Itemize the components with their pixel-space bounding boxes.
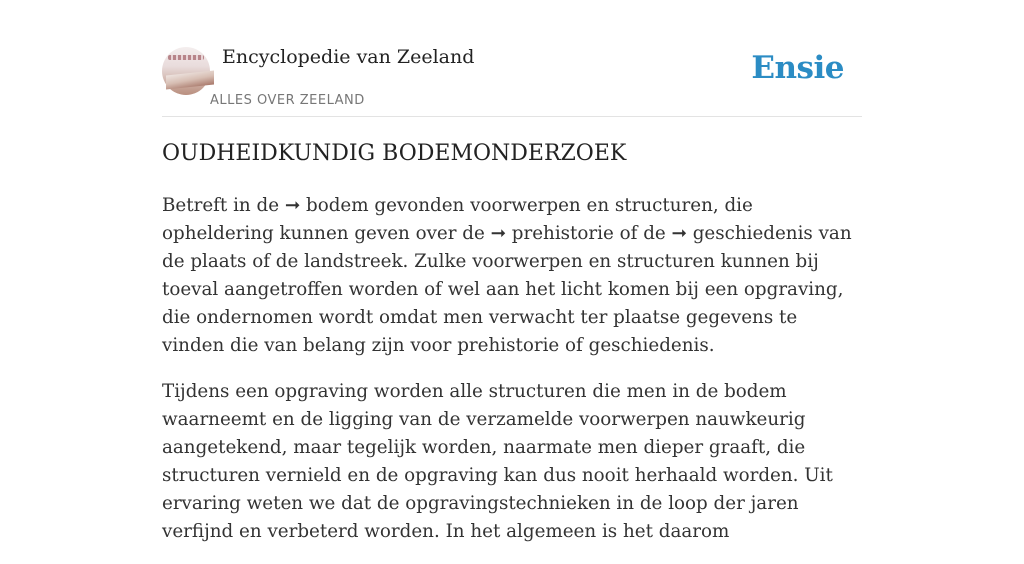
site-title[interactable]: Encyclopedie van Zeeland	[222, 46, 475, 68]
article	[162, 138, 864, 564]
link-geschiedenis[interactable]: geschiedenis	[692, 223, 813, 244]
link-bodem[interactable]: bodem	[306, 195, 369, 216]
paragraph-text: Betreft in de	[162, 195, 285, 216]
link-prehistorie[interactable]: prehistorie	[511, 223, 614, 244]
ensie-logo[interactable]: Ensie	[751, 50, 844, 86]
article-paragraph-2: Tijdens een opgraving worden alle structuren die men in de bodem waarneemt en de ligging van de verzamelde voorwerpen nauwkeurig aangetekend, maar tegelijk worden, naarmate men dieper graaft, die structuren vernield en de opgraving kan dus nooit herhaald worden. Uit ervaring weten we dat de opgravingstechnieken in de loop der jaren verfijnd en verbeterd worden. In het algemeen is het daarom	[162, 381, 833, 542]
arrow-right-icon: ➞	[490, 223, 506, 244]
article-paragraph-1	[162, 192, 864, 360]
page-title: OUDHEIDKUNDIG BODEMONDERZOEK	[162, 141, 627, 166]
avatar-decoration	[168, 55, 204, 60]
arrow-right-icon: ➞	[671, 223, 687, 244]
paragraph-text: gevonden voorwerpen en structuren, die opheldering kunnen geven over de	[162, 195, 753, 244]
site-header	[162, 0, 862, 117]
paragraph-text: van de plaats of de landstreek. Zulke voorwerpen en structuren kunnen bij toeval aangetroffen worden of wel aan het licht komen bij een opgraving, die ondernomen wordt omdat men verwacht ter plaatse gegevens te vinden die van belang zijn voor prehistorie of geschiedenis.	[162, 223, 852, 356]
avatar-book-shape	[166, 70, 214, 89]
arrow-right-icon: ➞	[284, 195, 301, 216]
book-photo-icon[interactable]	[162, 47, 210, 95]
paragraph-text: of de	[613, 223, 672, 244]
site-subtitle: ALLES OVER ZEELAND	[210, 93, 365, 108]
